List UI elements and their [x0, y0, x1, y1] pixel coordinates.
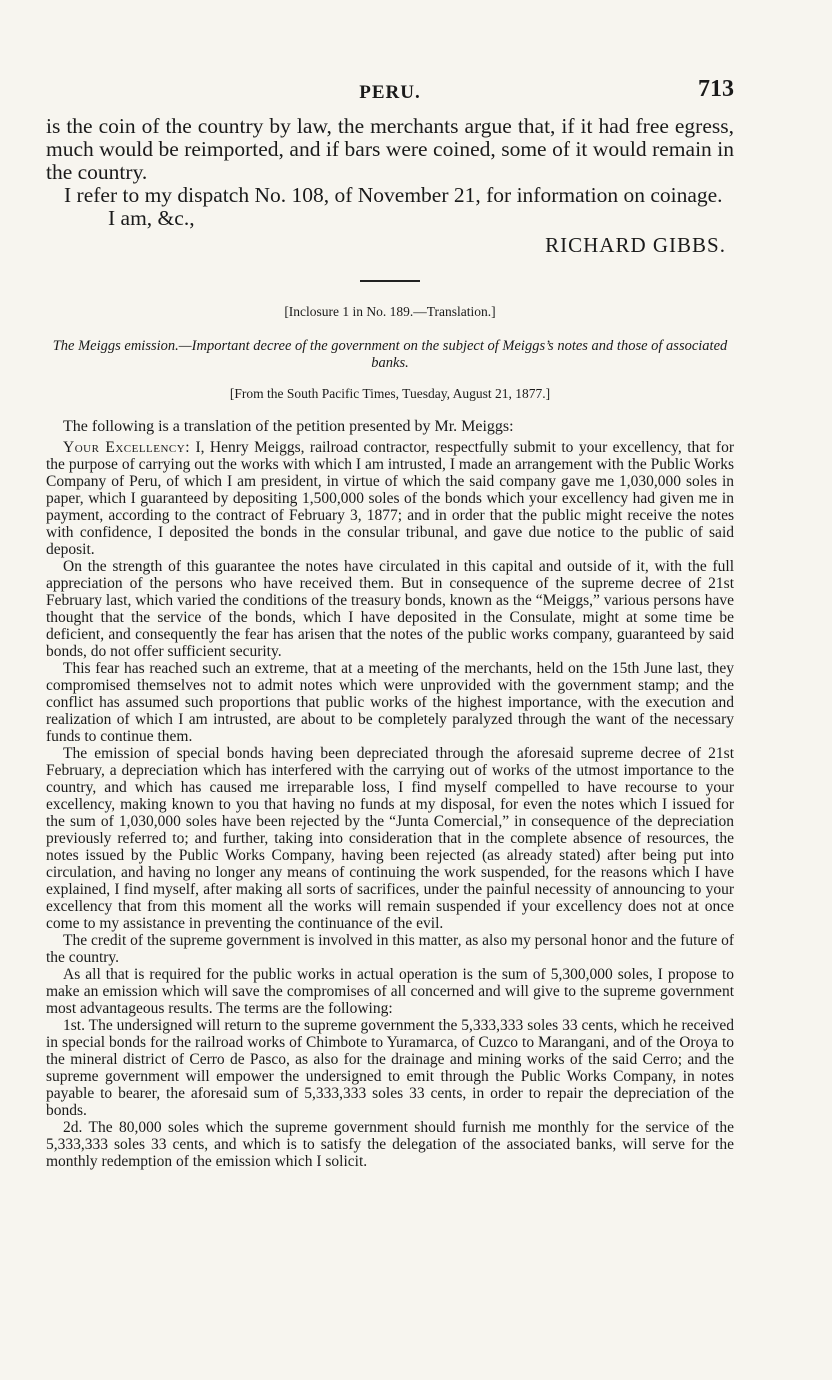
petition-paragraph: On the strength of this guarantee the notes have circulated in this capital and outside of it, with the full appreciation of the persons who have received them. But in consequence of the supreme decree of 21st February last, which varied the conditions of the treasury bonds, known as the “Meiggs,” various persons have thought that the service of the bonds, which I have deposited in the Consulate, might at some time be deficient, and consequently the fear has arisen that the notes of the public works company, guaranteed by said bonds, do not offer sufficient security. [46, 558, 734, 660]
petition-paragraph: The credit of the supreme government is involved in this matter, as also my personal honor and the future of the country. [46, 932, 734, 966]
petition-paragraph: 2d. The 80,000 soles which the supreme government should furnish me monthly for the service of the 5,333,333 soles 33 cents, and which is to satisfy the delegation of the associated banks, will serve for the monthly redemption of the emission which I solicit. [46, 1119, 734, 1170]
petition-paragraph [46, 439, 734, 558]
petition-body [46, 418, 734, 1170]
enclosure-title: The Meiggs emission.—Important decree of the government on the subject of Meiggs’s notes and those of associated banks. [52, 338, 728, 371]
enclosure-caption: [Inclosure 1 in No. 189.—Translation.] [284, 304, 496, 319]
petition-paragraph-text: I, Henry Meiggs, railroad contractor, respectfully submit to your excellency, that for the purpose of carrying out the works with which I am intrusted, I made an arrangement with the Public Works Company of Peru, of which I am president, in virtue of which the said company gave me 1,030,000 soles in paper, which I guaranteed by depositing 1,500,000 soles of the bonds which your excellency had given me in payment, according to the contract of February 3, 1877; and in order that the public might receive the notes with confidence, I deposited the bonds in the consular tribunal, and gave due notice to the public of said deposit. [46, 439, 734, 558]
petition-paragraph: 1st. The undersigned will return to the supreme government the 5,333,333 soles 33 cents, which he received in special bonds for the railroad works of Chimbote to Yuramarca, of Cuzco to Marangani, and of the Oroya to the mineral district of Cerro de Pasco, as also for the drainage and mining works of the said Cerro; and the supreme government will empower the undersigned to emit through the Public Works Company, in notes payable to bearer, the aforesaid sum of 5,333,333 soles 33 cents, in order to repair the depreciation of the bonds. [46, 1017, 734, 1119]
letter-body [46, 115, 734, 207]
running-head: PERU. [359, 82, 421, 103]
section-divider [360, 280, 420, 282]
letter-closing: I am, &c., [108, 206, 195, 230]
document-page [46, 0, 734, 1170]
salutation: Your Excellency: [63, 439, 191, 456]
petition-paragraph: This fear has reached such an extreme, that at a meeting of the merchants, held on the 15th June last, they compromised themselves not to admit notes which were unprovided with the government stamp; and the conflict has assumed such proportions that public works of the highest importance, with the execution and realization of which I am intrusted, are about to be completely paralyzed through the want of the necessary funds to continue them. [46, 660, 734, 745]
enclosure-source: [From the South Pacific Times, Tuesday, August 21, 1877.] [229, 386, 551, 401]
letter-paragraph: I refer to my dispatch No. 108, of November 21, for information on coinage. [64, 183, 723, 207]
petition-paragraph: The emission of special bonds having been depreciated through the aforesaid supreme decree of 21st February, a depreciation which has interfered with the carrying out of works of the utmost importance to the country, and which has caused me irreparable loss, I find myself compelled to have recourse to your excellency, making known to you that having no funds at my disposal, for even the notes which I issued for the sum of 1,030,000 soles have been rejected by the “Junta Comercial,” in consequence of the depreciation previously referred to; and further, taking into consideration that in the complete absence of resources, the notes issued by the Public Works Company, having been rejected (as already stated) after being put into circulation, and having no longer any means of continuing the work suspended, for the reasons which I have explained, I find myself, after making all sorts of sacrifices, under the painful necessity of announcing to your excellency that from this moment all the works will remain suspended if your excellency does not at once come to my assistance in preventing the continuance of the evil. [46, 745, 734, 932]
petition-intro: The following is a translation of the petition presented by Mr. Meiggs: [63, 418, 514, 435]
signature: RICHARD GIBBS. [545, 233, 726, 257]
petition-paragraph: As all that is required for the public works in actual operation is the sum of 5,300,000 soles, I propose to make an emission which will save the compromises of all concerned and will give to the supreme government most advantageous results. The terms are the following: [46, 966, 734, 1017]
page-number: 713 [698, 76, 734, 102]
letter-paragraph: is the coin of the country by law, the merchants argue that, if it had free egress, much would be reimported, and if bars were coined, some of it would remain in the country. [46, 114, 734, 184]
page-header [46, 0, 734, 115]
